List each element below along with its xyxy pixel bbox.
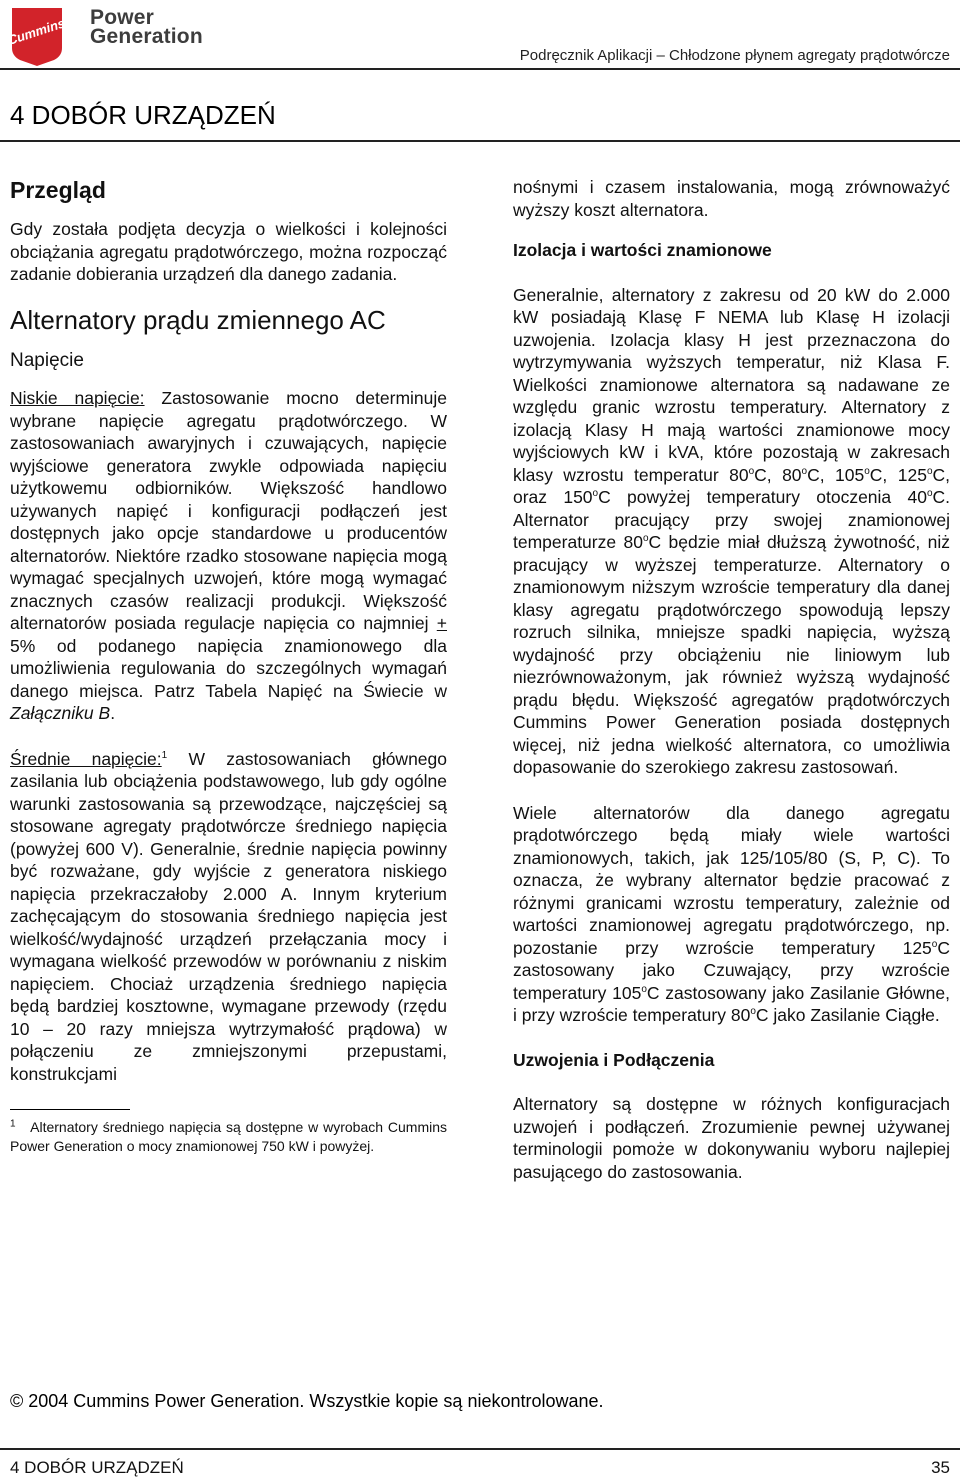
low-voltage-text-2: 5% od podanego napięcia znamionowego dla umożliwienia regulowania do szczególnych wymagań danego miejsca. Patrz Tabela Napięć na Świecie w [10,635,447,701]
many-text-d: C jako Zasilanie Ciągłe. [755,1005,940,1025]
medium-voltage-label: Średnie napięcie: [10,748,162,769]
right-column [513,176,950,1183]
left-column [10,176,447,1156]
insulation-text-d: C, 125 [869,464,927,485]
header-rule [0,68,960,70]
footnote [10,1118,447,1156]
degree-mark: o [801,465,808,477]
brand-power: Power [90,6,155,29]
insulation-heading: Izolacja i wartości znamionowe [513,240,772,260]
insulation-text-b: C, 80 [754,464,802,485]
footer-chapter: 4 DOBÓR URZĄDZEŃ [10,1458,184,1477]
footnote-number: 1 [10,1118,16,1130]
degree-mark: o [642,533,649,545]
footer-rule [0,1448,960,1450]
degree-mark: o [926,465,933,477]
insulation-text-c: C, 105 [807,464,865,485]
medium-voltage-text: W zastosowaniach głównego zasilania lub obciążenia podstawowego, lub gdy ogólne warunki zastosowania są przewodzące, najczęściej są stosowane agregaty prądotwórcze średniego napięcia (powyżej 600 V). Generalnie, średnie napięcia powinny być rozważane, gdy wyjście z generatora niskiego napięcia przekraczałoby 2.000 A. Innym kryterium zachęcającym do stosowania średniego napięcia jest wielkość/wydajność urządzeń przełączania mocy i wymagana wielkość przewodów w porównaniu z niskim napięciem. Chociaż urządzenia średniego napięcia będą bardziej kosztowne, wymagane przewody (rzędu 10 – 20 razy mniejsza wytrzymałość prądowa) w połączeniu ze zmniejszonymi przepustami, konstrukcjami [10,748,448,1084]
footnote-marker: 1 [161,749,168,761]
continuation-paragraph: nośnymi i czasem instalowania, mogą zrównoważyć wyższy koszt alternatora. [513,177,950,220]
section-heading: Alternatory prądu zmiennego AC [10,304,386,335]
windings-paragraph: Alternatory są dostępne w różnych konfiguracjach uzwojeń i podłączeń. Zrozumienie pewnej używanej terminologii pomoże w dokonywaniu wyboru najlepiej pasującego do zastosowania. [513,1094,950,1182]
plus-minus-sign: + [436,613,447,633]
many-ratings-paragraph [513,802,950,1027]
windings-heading: Uzwojenia i Podłączenia [513,1049,715,1070]
degree-mark: o [750,1006,756,1018]
degree-mark: o [641,983,647,995]
document-title: Podręcznik Aplikacji – Chłodzone płynem agregaty prądotwórcze [519,47,950,64]
page-number: 35 [931,1458,950,1477]
insulation-text-h: C będzie miał dłuższą żywotność, niż pracujący w wyższej temperaturze. Alternatory o znamionowym niższym wzroście temperatury dla danej klasy agregatu prądotwórczego spowodują lepszy rozruch silnika, mniejsze spadki napięcia, wyższą wydajność przy obciążeniu nie liniowym lub niezrównoważonym, jak również wyższą wydajność prądu błędu. Większość agregatów prądotwórczych Cummins Power Generation posiada dostępnych więcej, niż jedna wielkość alternatora, co umożliwia dopasowanie do szerokiego zakresu zastosowań. [513,532,950,777]
low-voltage-label: Niskie napięcie: [10,388,145,408]
insulation-paragraph [513,284,950,779]
insulation-text-a: Generalnie, alternatory z zakresu od 20 kW do 2.000 kW posiadają Klasę F NEMA lub Klasę H izolacji uzwojenia. Izolacja klasy H jest przeznaczona do wytrzymywania wyższych temperatur, niż Klasa F. Wielkości znamionowe alternatora są nadawane ze względu granic wzrostu temperatury. Alternatory z izolacją Klasy H mają wartości znamionowe mocy wyjściowych kW i kVA, które pozostają w zakresach klasy wzrostu temperatur 80 [513,284,950,485]
many-text-b: C zastosowany jako Czuwający, przy wzroście temperatury 105 [513,937,950,1003]
footnote-text: Alternatory średniego napięcia są dostępne w wyrobach Cummins Power Generation o mocy znamionowej 750 kW i powyżej. [10,1119,448,1154]
overview-paragraph: Gdy została podjęta decyzja o wielkości i kolejności obciążania agregatu prądotwórczego, można rozpocząć zadanie dobierania urządzeń dla danego zadania. [10,219,447,284]
chapter-rule [0,140,960,142]
degree-mark: o [592,488,599,500]
voltage-heading: Napięcie [10,349,84,371]
logo-wordmark: Cummins [6,15,67,48]
brand-generation: Generation [90,25,203,48]
low-voltage-paragraph [10,387,447,725]
chapter-title: 4 DOBÓR URZĄDZEŃ [10,100,276,130]
low-voltage-text: Zastosowanie mocno determinuje wybrane napięcie agregatu prądotwórczego. W zastosowaniach awaryjnych i czuwających, napięcie wyjściowe generatora zwykle odpowiada napięciu użytkowemu odbiorników. Większość handlowo używanych napięć i konfiguracji podłączeń jest dostępnych jako opcje standardowe u producentów alternatorów. Niektóre rzadko stosowane napięcia mogą wymagać specjalnych uzwojeń, które mogą wymagać znacznych czasów realizacji produkcji. Większość alternatorów posiada regulacje napięcia co najmniej [10,388,448,633]
overview-heading: Przegląd [10,177,106,203]
footnote-separator [10,1109,130,1110]
many-text-a: Wiele alternatorów dla danego agregatu prądotwórczego będą miały wiele wartości znamionowych, takich, jak 125/105/80 (S, P, C). To oznacza, że wybrany alternator będzie pracować z różnymi granicami wzrostu temperatury, zależnie od wartości znamionowej agregatu prądotwórczego, np. pozostanie przy wzroście temperatury 125 [513,802,950,958]
insulation-text-e: C, oraz 150 [513,464,950,507]
insulation-text-f: C powyżej temperatury otoczenia 40 [598,487,927,507]
copyright-notice: © 2004 Cummins Power Generation. Wszystkie kopie są niekontrolowane. [10,1391,604,1411]
degree-mark: o [864,465,870,477]
appendix-reference: Załączniku B [10,703,111,723]
degree-mark: o [926,488,933,500]
medium-voltage-paragraph [10,748,447,1086]
insulation-text-g: C. Alternator pracujący przy swojej znamionowej temperaturze 80 [513,487,950,552]
cummins-logo [6,4,68,66]
degree-mark: o [931,938,938,950]
period: . [110,703,116,723]
many-text-c: C zastosowany jako Zasilanie Główne, i przy wzroście temperatury 80 [513,982,950,1025]
degree-mark: o [748,465,755,477]
